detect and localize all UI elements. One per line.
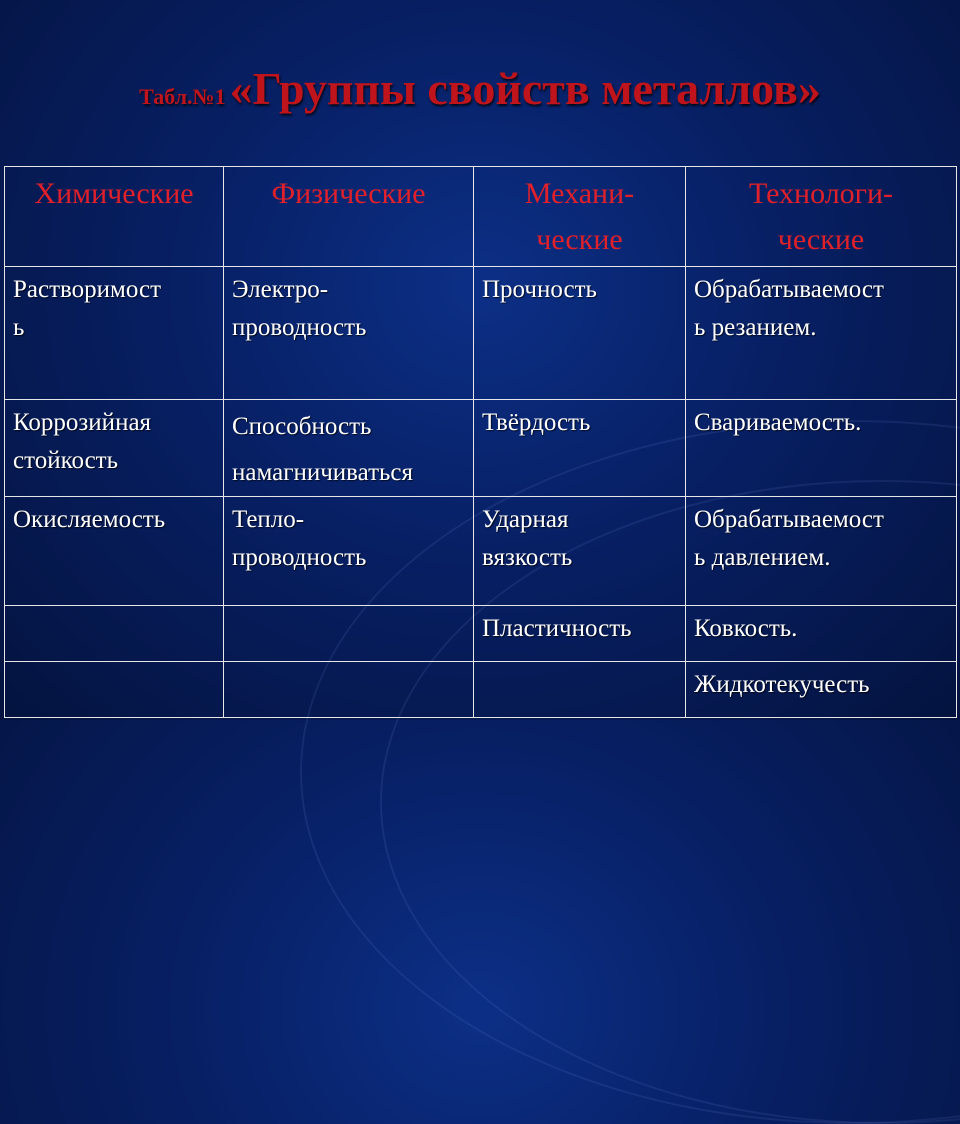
cell-line: Твёрдость: [482, 409, 591, 436]
header-line: Механи-: [524, 177, 635, 210]
table-cell-empty: [224, 606, 474, 662]
table-row: [5, 606, 957, 662]
table-cell: [686, 267, 957, 400]
table-cell-empty: [5, 662, 224, 718]
table-row: [5, 662, 957, 718]
cell-line: Тепло-: [232, 506, 305, 533]
cell-line: проводность: [232, 314, 367, 341]
table-cell: [224, 267, 474, 400]
table-cell: [5, 267, 224, 400]
header-row: [5, 167, 957, 267]
table-cell: [474, 400, 686, 497]
cell-line: Обрабатываемост: [694, 276, 884, 303]
header-mechanical: [474, 167, 686, 267]
table-row: [5, 497, 957, 606]
slide-title: [0, 62, 960, 115]
header-line: ческие: [777, 223, 865, 256]
table-cell-empty: [224, 662, 474, 718]
header-line: Химические: [34, 177, 194, 210]
header-technological: [686, 167, 957, 267]
cell-line: ь: [13, 314, 25, 341]
table-cell: [224, 400, 474, 497]
table-cell: [686, 662, 957, 718]
cell-line: проводность: [232, 544, 367, 571]
header-line: ческие: [536, 223, 623, 256]
cell-line: Свариваемость.: [694, 409, 862, 436]
cell-line: Окисляемость: [13, 506, 166, 533]
cell-line: стойкость: [13, 447, 118, 474]
table-cell: [686, 400, 957, 497]
header-physical: [224, 167, 474, 267]
title-text: «Группы свойств металлов»: [229, 63, 821, 114]
cell-line: ь резанием.: [694, 314, 817, 341]
cell-line: Пластичность: [482, 615, 632, 642]
table-cell-empty: [474, 662, 686, 718]
table-cell: [224, 497, 474, 606]
table-row: [5, 400, 957, 497]
cell-line: ь давлением.: [694, 544, 831, 571]
cell-line: вязкость: [482, 544, 573, 571]
table-cell: [474, 606, 686, 662]
cell-line: намагничиваться: [232, 459, 414, 486]
table-cell: [474, 267, 686, 400]
table-cell-empty: [5, 606, 224, 662]
cell-line: Жидкотекучесть: [694, 671, 870, 698]
metal-properties-table: [4, 166, 957, 718]
table-cell: [686, 606, 957, 662]
header-chemical: [5, 167, 224, 267]
header-line: Физические: [271, 177, 426, 210]
header-line: Технологи-: [748, 177, 894, 210]
table-row: [5, 267, 957, 400]
cell-line: Прочность: [482, 276, 597, 303]
cell-line: Электро-: [232, 276, 329, 303]
cell-line: Растворимост: [13, 276, 161, 303]
table-number: Табл.№1: [139, 84, 226, 109]
table-cell: [686, 497, 957, 606]
cell-line: Коррозийная: [13, 409, 152, 436]
table-cell: [5, 400, 224, 497]
cell-line: Способность: [232, 413, 372, 440]
cell-line: Ударная: [482, 506, 569, 533]
cell-line: Ковкость.: [694, 615, 798, 642]
table-cell: [5, 497, 224, 606]
table-cell: [474, 497, 686, 606]
cell-line: Обрабатываемост: [694, 506, 884, 533]
